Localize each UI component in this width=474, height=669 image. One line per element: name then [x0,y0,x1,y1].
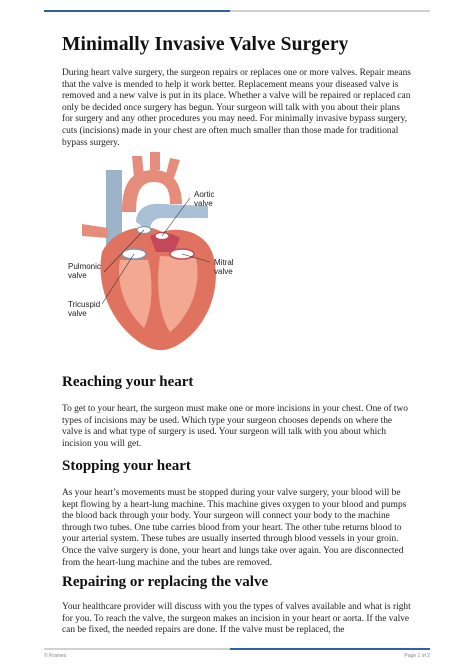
aorta-branch [166,158,180,178]
mitral-valve-label: Mitral valve [214,258,234,276]
heart-illustration [62,152,252,358]
tricuspid-valve-label: Tricuspid valve [68,300,101,318]
footer-copyright: © Krames [44,653,67,659]
pulmonic-valve-label: Pulmonic valve [68,262,101,280]
aortic-valve-label: Aortic valve [194,190,215,208]
top-rule-accent [44,10,230,12]
section-heading-reaching: Reaching your heart [62,374,194,390]
aorta-branch [132,156,144,178]
section-body-reaching: To get to your heart, the surgeon must make one or more incisions in your chest. One of two types of incisions may be used. Which type your surgeon chooses depends on where the valve is and what type of surgery is used. Your surgeon will talk with you about which incision you will get. [62,404,408,449]
heart-diagram [62,152,252,358]
intro-paragraph: During heart valve surgery, the surgeon repairs or replaces one or more valves. Repair means that the valve is mended to help it work better. Replacement means your diseased valve is removed and a new valve is put in its place. Whether a valve will be repaired or replaced can only be decided once surgery has begun. Your surgeon will talk with you about their plans for surgery and any other procedures you may need. For minimally invasive bypass surgery, cuts (incisions) made in your chest are often much smaller than those made for traditional bypass surgery. [62,68,411,148]
page-title: Minimally Invasive Valve Surgery [62,34,349,55]
pulmonary-vessel [82,224,108,238]
footer-page-number: Page 1 of 2 [404,653,430,659]
bottom-rule-accent [230,648,430,650]
aorta-branch [150,152,160,170]
section-body-stopping: As your heart’s movements must be stopped during your valve surgery, your blood will be kept flowing by a heart-lung machine. This machine gives oxygen to your blood and pumps the blood back through your body. Your surgeon will connect your body to the machine through two tubes. One tube carries blood from your heart. The other tube returns blood to your arterial system. These tubes are usually inserted through blood vessels in your groin. Once the valve surgery is done, your heart and lungs take over again. You are disconnected from the heart-lung machine and the tubes are removed. [62,488,407,568]
section-heading-repairing: Repairing or replacing the valve [62,574,269,590]
section-heading-stopping: Stopping your heart [62,458,191,474]
section-body-repairing: Your healthcare provider will discuss with you the types of valves available and what is right for you. To reach the valve, the surgeon makes an incision in your heart or aorta. If the valve can be fixed, the needed repairs are done. If the valve must be replaced, the [62,602,411,636]
